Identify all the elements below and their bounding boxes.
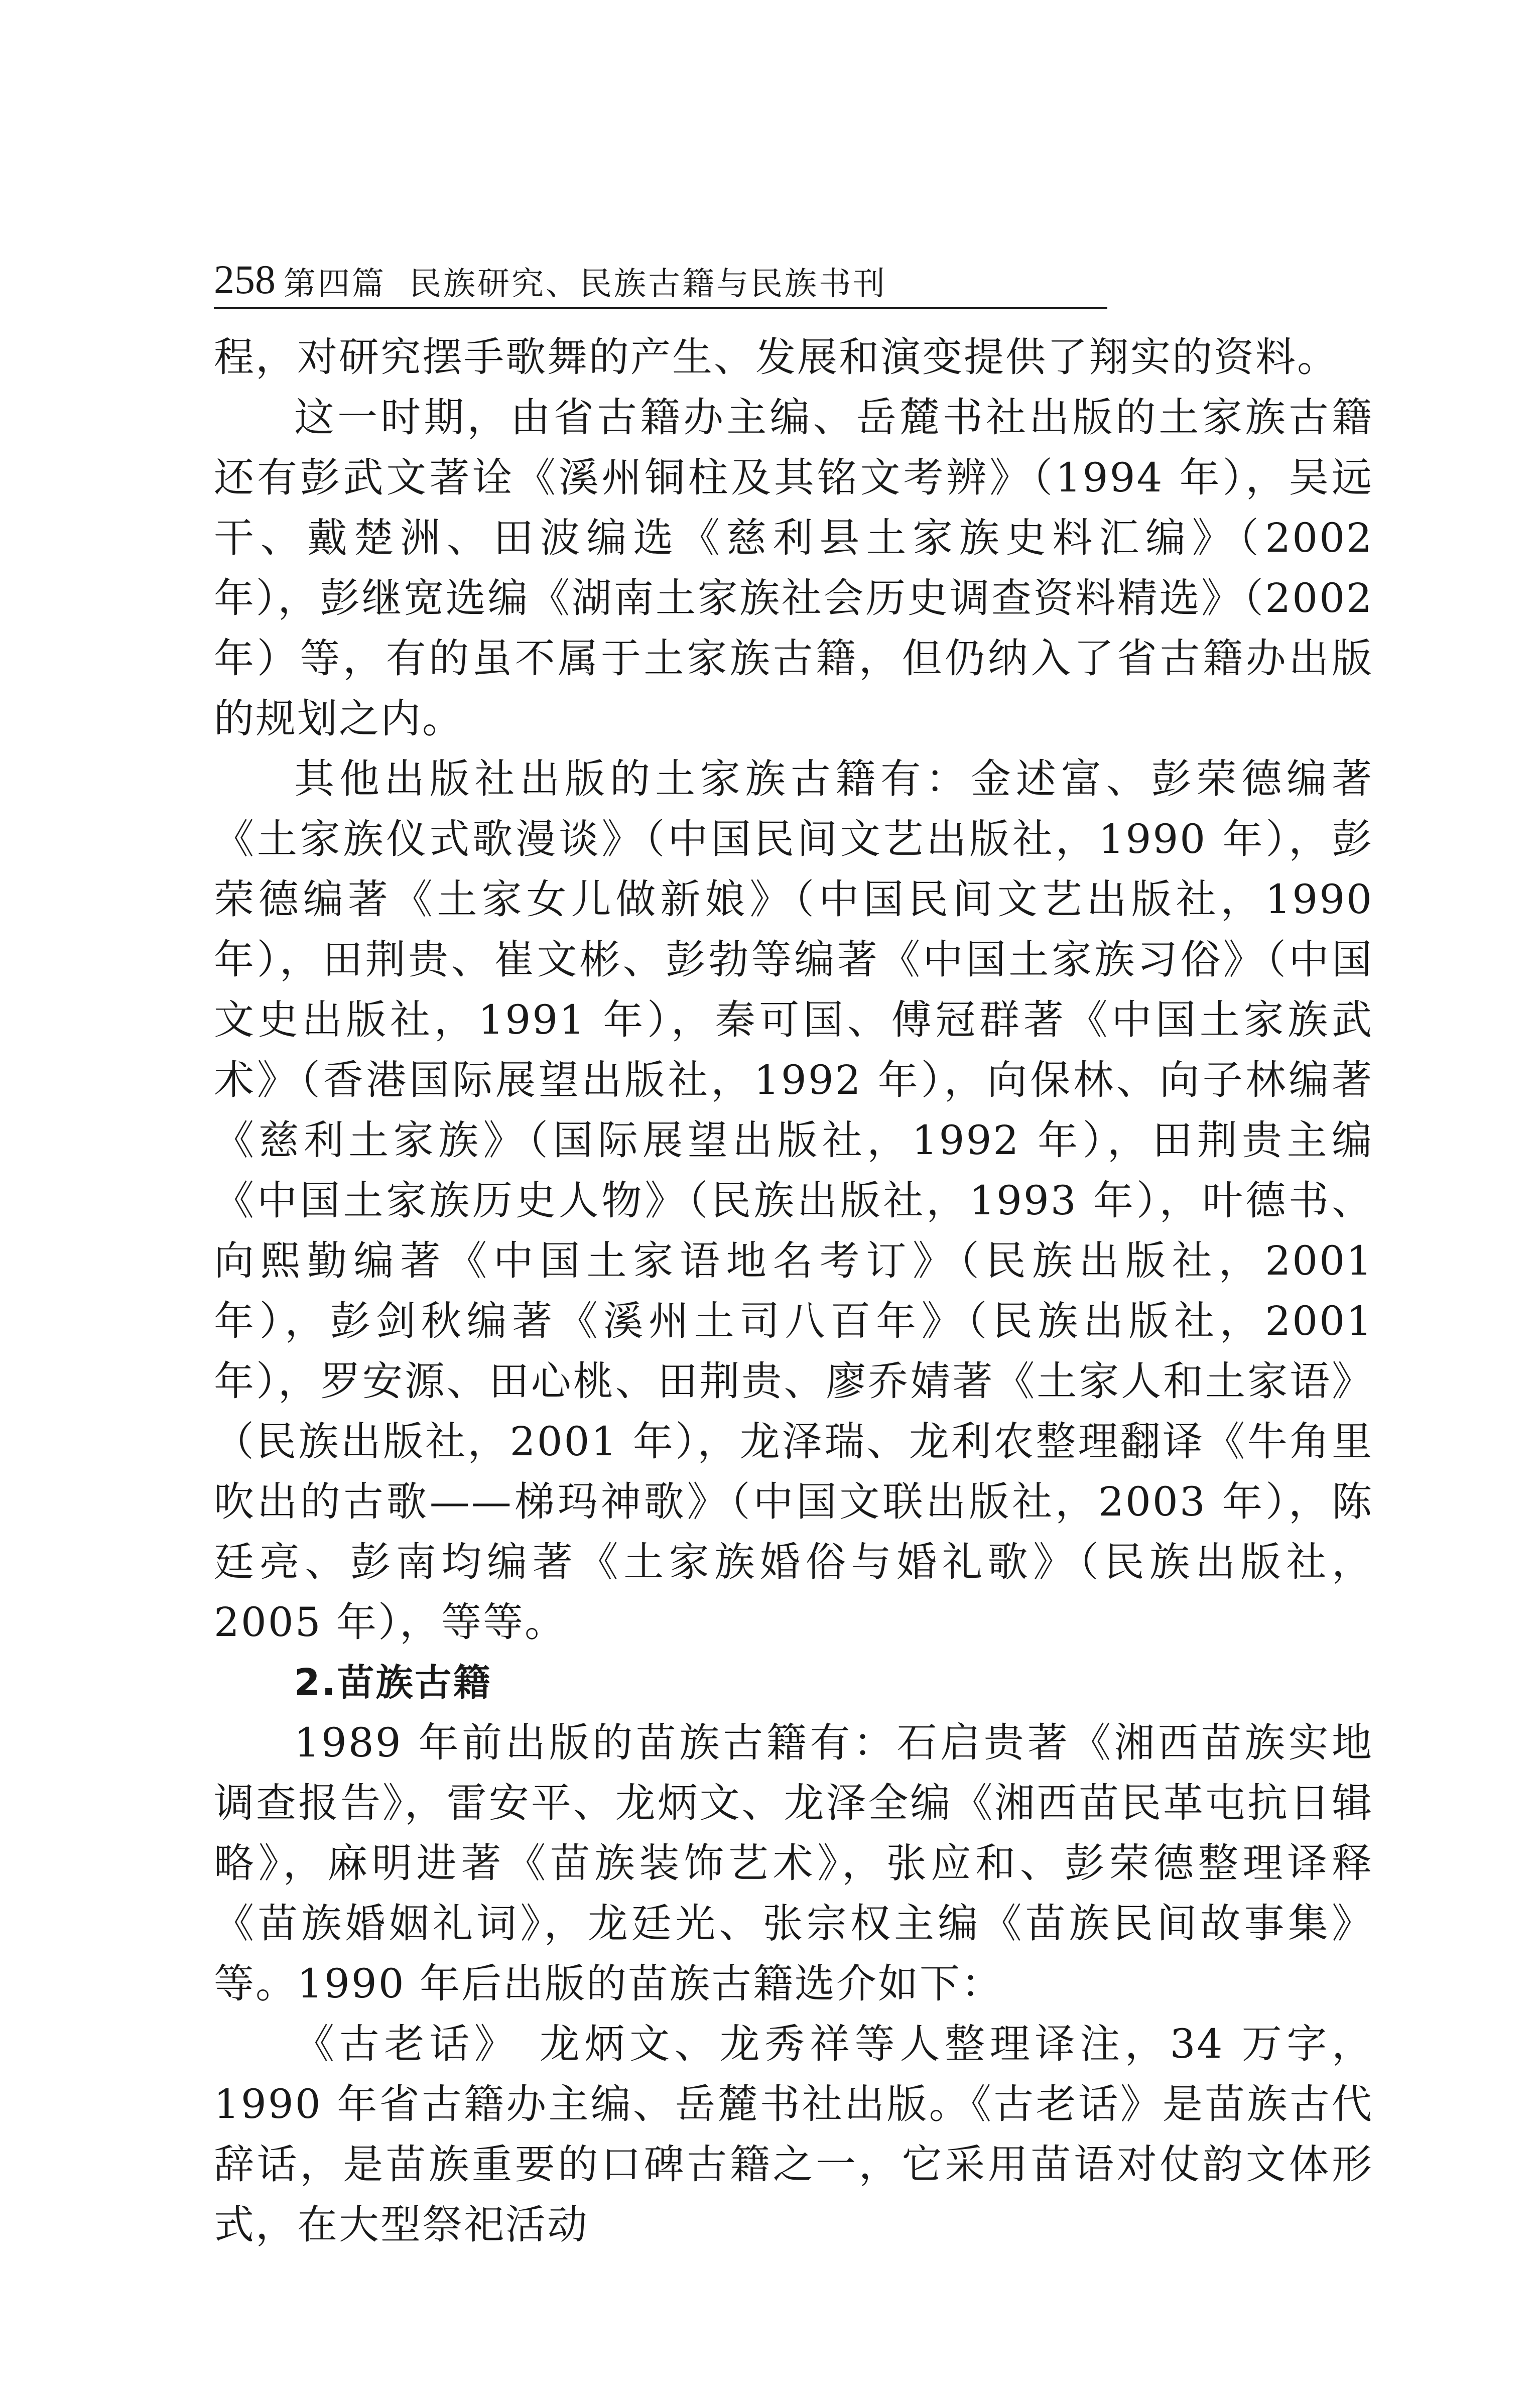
- paragraph-miao-before-1989: 1989 年前出版的苗族古籍有：石启贵著《湘西苗族实地调查报告》，雷安平、龙炳文、龙泽全编《湘西苗民革屯抗日辑略》，麻明进著《苗族装饰艺术》，张应和、彭荣德整理译释《苗族婚姻礼词》，龙廷光、张宗权主编《苗族民间故事集》等。1990 年后出版的苗族古籍选介如下：: [214, 1719, 1373, 2007]
- paragraph-other-presses: 其他出版社出版的土家族古籍有：金述富、彭荣德编著《土家族仪式歌漫谈》（中国民间文艺出版社，1990 年），彭荣德编著《土家女儿做新娘》（中国民间文艺出版社，1990 年），田荆贵、崔文彬、彭勃等编著《中国土家族习俗》（中国文史出版社，1991 年），秦可国、傅冠群著《中国土家族武术》（香港国际展望出版社，1992 年），向保林、向子林编著《慈利土家族》（国际展望出版社，1992 年），田荆贵主编《中国土家族历史人物》（民族出版社，1993 年），叶德书、向熙勤编著《中国土家语地名考订》（民族出版社，2001 年），彭剑秋编著《溪州土司八百年》（民族出版社，2001 年），罗安源、田心桃、田荆贵、廖乔婧著《土家人和土家语》（民族出版社，2001 年），龙泽瑞、龙利农整理翻译《牛角里吹出的古歌——梯玛神歌》（中国文联出版社，2003 年），陈廷亮、彭南均编著《土家族婚俗与婚礼歌》（民族出版社，2005 年），等等。: [214, 756, 1373, 1646]
- body-text: [214, 327, 1373, 2255]
- book-page: [214, 251, 1373, 2255]
- entry-text: 龙炳文、龙秀祥等人整理译注，34 万字，1990 年省古籍办主编、岳麓书社出版。《古老话》是苗族古代辞话，是苗族重要的口碑古籍之一，它采用苗语对仗韵文体形式，在大型祭祀活动: [214, 2021, 1374, 2248]
- section-heading: 2.苗族古籍: [294, 1661, 492, 1704]
- page-number: 258: [214, 257, 276, 302]
- entry-title: 《古老话》: [294, 2021, 520, 2067]
- running-header: [214, 251, 1107, 309]
- part-title: 第四篇: [284, 266, 386, 303]
- paragraph-hunan-press: 这一时期，由省古籍办主编、岳麓书社出版的土家族古籍还有彭武文著诠《溪州铜柱及其铭文考辨》（1994 年），吴远干、戴楚洲、田波编选《慈利县土家族史料汇编》（2002 年），彭继宽选编《湖南土家族社会历史调查资料精选》（2002 年）等，有的虽不属于土家族古籍，但仍纳入了省古籍办出版的规划之内。: [214, 394, 1373, 742]
- entry-gulaohua: [214, 2014, 1373, 2255]
- part-subtitle: 民族研究、民族古籍与民族书刊: [409, 266, 887, 303]
- paragraph-continuation: 程，对研究摆手歌舞的产生、发展和演变提供了翔实的资料。: [214, 334, 1339, 381]
